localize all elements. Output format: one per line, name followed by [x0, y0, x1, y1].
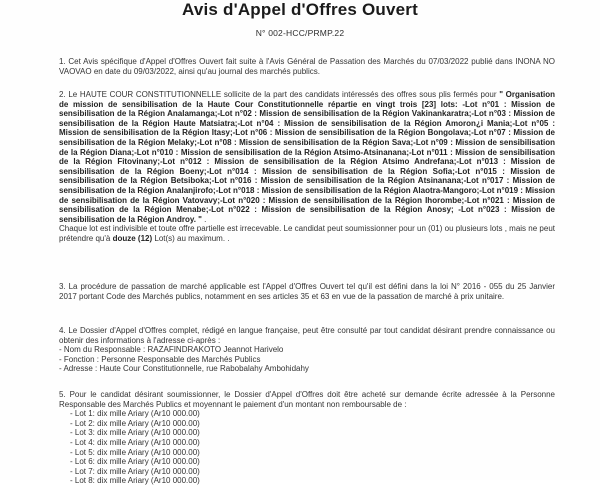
note-text: Chaque lot est indivisible et toute offre partielle est irrecevable. Le candidat peut soumissionner pour un (01) ou plusieurs lots , mais ne peut prétendre qu'à	[59, 224, 555, 243]
note-end-text: Lot(s) au maximum. .	[152, 233, 230, 243]
lot-price-line: - Lot 4: dix mille Ariary (Ar10 000.00)	[70, 437, 200, 447]
paragraph-1-general-notice: 1. Cet Avis spécifique d'Appel d'Offres Ouvert fait suite à l'Avis Général de Passation des Marchés du 07/03/2022 publié dans INONA NO VAOVAO en date du 09/03/2022, ainsi qu'au journal des marchés publics.	[59, 57, 555, 76]
lot-price-line: - Lot 1: dix mille Ariary (Ar10 000.00)	[70, 409, 200, 419]
paragraph-2-indivisibility-note	[59, 224, 555, 243]
paragraph-3-procedure: 3. La procédure de passation de marché applicable est l'Appel d'Offres Ouvert tel qu'il est défini dans la loi N° 2016 - 055 du 25 Janvier 2017 portant Code des Marchés publics, notamment en ses articles 35 et 63 en vue de la passation de marché à prix unitaire.	[59, 282, 555, 301]
document-title: Avis d'Appel d'Offres Ouvert	[182, 0, 418, 19]
paragraph-2-intro-text: 2. Le HAUTE COUR CONSTITUTIONNELLE sollicite de la part des candidats intéressés des offres sous plis fermés pour	[59, 90, 500, 99]
paragraph-2-after-quote: .	[201, 214, 207, 224]
paragraph-4-intro: 4. Le Dossier d'Appel d'Offres complet, rédigé en langue française, peut être consulté par tout candidat désirant prendre connaissance ou obtenir des informations à l'adresse ci-après :	[59, 326, 555, 345]
paragraph-2-tender-description	[59, 90, 555, 244]
lot-price-line: - Lot 3: dix mille Ariary (Ar10 000.00)	[70, 428, 200, 438]
lot-price-line: - Lot 5: dix mille Ariary (Ar10 000.00)	[70, 447, 200, 457]
lot-price-line: - Lot 2: dix mille Ariary (Ar10 000.00)	[70, 418, 200, 428]
document-reference-number: N° 002-HCC/PRMP.22	[255, 28, 345, 38]
lot-price-line: - Lot 8: dix mille Ariary (Ar10 000.00)	[70, 476, 200, 486]
paragraph-4-contact-info	[59, 326, 555, 374]
paragraph-2-lots-list-bold: " Organisation de mission de sensibilisation de la Haute Cour Constitutionnelle répartie en vingt trois [23] lots: -Lot n°01 : Mission de sensibilisation de la Région Analamanga;-Lot n°02 : Mission de sensibilisation de la Région Vakinankaratra;-Lot n°03 : Mission de sensibilisation de la Région Haute Matsiatra;-Lot n°04 : Mission de sensibilisation de la Région Amoron¿i Mania;-Lot n°05 : Mission de sensibilisation de la Région Itasy;-Lot n°06 : Mission de sensibilisation de la Région Bongolava;-Lot n°07 : Mission de sensibilisation de la Région Melaky;-Lot n°08 : Mission de sensibilisation de la Région Sava;-Lot n°09 : Mission de sensibilisation de la Région Diana;-Lot n°010 : Mission de sensibilisation de la Région Atsimo-Atsinanana;-Lot n°011 : Mission de sensibilisation de la Région Fitovinany;-Lot n°012 : Mission de sensibilisation de la Région Atsimo Andrefana;-Lot n°013 : Mission de sensibilisation de la Région Boeny;-Lot n°014 : Mission de sensibilisation de la Région Sofia;-Lot n°015 : Mission de sensibilisation de la Région Betsiboka;-Lot n°016 : Mission de sensibilisation de la Région Atsinanana;-Lot n°017 : Mission de sensibilisation de la Région Analanjirofo;-Lot n°018 : Mission de sensibilisation de la Région Alaotra-Mangoro;-Lot n°019 : Mission de sensibilisation de la Région Vatovavy;-Lot n°020 : Mission de sensibilisation de la Région Ihorombe;-Lot n°021 : Mission de sensibilisation de la Région Menabe;-Lot n°022 : Mission de sensibilisation de la Région Anosy; -Lot n°023 : Mission de sensibilisation de la Région Androy. "	[59, 90, 555, 224]
lot-price-line: - Lot 6: dix mille Ariary (Ar10 000.00)	[70, 457, 200, 467]
paragraph-5-purchase-info	[59, 390, 555, 486]
paragraph-5-intro: 5. Pour le candidat désirant soumissionner, le Dossier d'Appel d'Offres doit être acheté sur demande écrite adressée à la Personne Responsable des Marchés Publics et moyennant le paiement d'un montant non remboursable de :	[59, 390, 555, 409]
paragraph-2-main	[59, 90, 555, 224]
contact-name-line: - Nom du Responsable : RAZAFINDRAKOTO Jeannot Harivelo	[59, 345, 284, 355]
note-max-lots-bold: douze (12)	[112, 233, 153, 243]
contact-function-line: - Fonction : Personne Responsable des Marchés Publics	[59, 354, 261, 364]
lot-price-line: - Lot 7: dix mille Ariary (Ar10 000.00)	[70, 466, 200, 476]
contact-address-line: - Adresse : Haute Cour Constitutionnelle, rue Rabobalahy Ambohidahy	[59, 364, 309, 374]
